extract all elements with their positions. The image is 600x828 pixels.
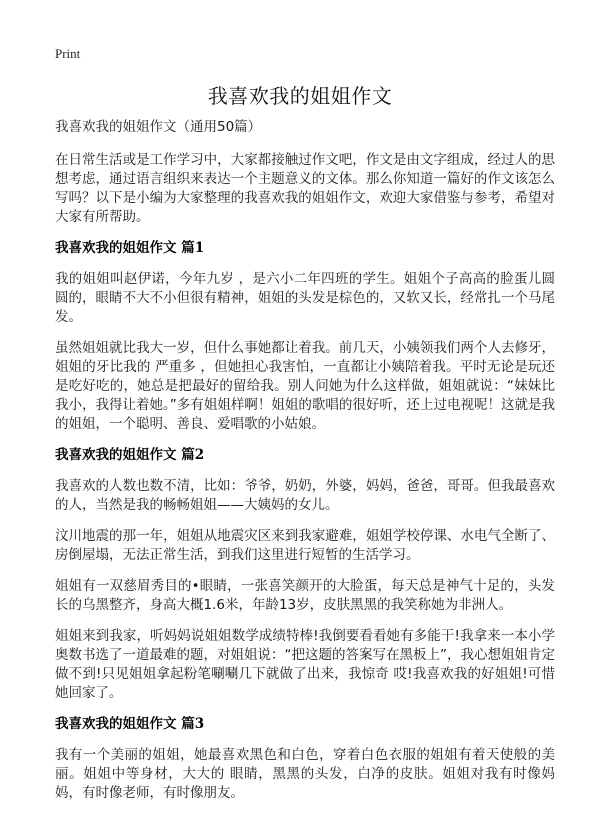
intro-paragraph: 在日常生活或是工作学习中，大家都接触过作文吧，作文是由文字组成，经过人的思想考虑，通过语言组织来表达一个主题意义的文体。那么你知道一篇好的作文该怎么写吗？以下是小编为大家整理的我喜欢我的姐姐作文，欢迎大家借鉴与参考，希望对大家有所帮助。: [55, 152, 555, 225]
paragraph: 姐姐来到我家，听妈妈说姐姐数学成绩特棒!我倒要看看她有多能干!我拿来一本小学奥数书选了一道最难的题，对姐姐说：“把这题的答案写在黑板上”，我心想姐姐肯定做不到!只见姐姐拿起粉笔唰唰几下就做了出来，我惊奇 哎!我喜欢我的好姐姐!可惜她回家了。: [55, 628, 555, 701]
section-1: [55, 239, 555, 434]
paragraph: 我的姐姐叫赵伊诺，今年九岁 ，是六小二年四班的学生。姐姐个子高高的脸蛋儿圆圆的，眼睛不大不小但很有精神，姐姐的头发是棕色的，又软又长，经常扎一个马尾发。: [55, 271, 555, 325]
paragraph: 汶川地震的那一年，姐姐从地震灾区来到我家避难，姐姐学校停课、水电气全断了、房倒屋塌，无法正常生活，到我们这里进行短暂的生活学习。: [55, 528, 555, 563]
paragraph: 我有一个美丽的姐姐，她最喜欢黑色和白色，穿着白色衣服的姐姐有着天使般的美丽。姐姐中等身材，大大的 眼睛，黑黑的头发，白净的皮肤。姐姐对我有时像妈妈，有时像老师，有时像朋友。: [55, 747, 555, 801]
paragraph: 虽然姐姐就比我大一岁，但什么事她都让着我。前几天，小姨领我们两个人去修牙，姐姐的牙比我的 严重多 ，但她担心我害怕，一直都让小姨陪着我。平时无论是玩还是吃好吃的，她总是把最好的留给我。别人问她为什么这样做，姐姐就说：“妹妹比我小，我得让着她。”多有姐姐样啊！姐姐的歌唱的很好听，还上过电视呢！这就是我的姐姐，一个聪明、善良、爱唱歌的小姑娘。: [55, 340, 555, 432]
paragraph: 我喜欢的人数也数不清，比如：爷爷，奶奶，外婆，妈妈，爸爸，哥哥。但我最喜欢的人，当然是我的畅畅姐姐——大姨妈的女儿。: [55, 478, 555, 513]
document-body: [55, 118, 555, 815]
print-link[interactable]: Print: [55, 46, 81, 61]
paragraph: 姐姐有一双慈眉秀目的•眼睛，一张喜笑颜开的大脸蛋，每天总是神气十足的，头发长的乌黑整齐，身高大概1.6米，年龄13岁，皮肤黑黑的我笑称她为非洲人。: [55, 578, 555, 613]
section-2: [55, 446, 555, 703]
page-title: 我喜欢我的姐姐作文: [207, 84, 393, 108]
section-heading: 我喜欢我的姐姐作文 篇1: [55, 240, 205, 256]
section-heading: 我喜欢我的姐姐作文 篇2: [55, 447, 205, 463]
section-heading: 我喜欢我的姐姐作文 篇3: [55, 716, 205, 732]
document-subtitle: 我喜欢我的姐姐作文（通用50篇）: [55, 119, 262, 135]
section-3: [55, 715, 555, 803]
